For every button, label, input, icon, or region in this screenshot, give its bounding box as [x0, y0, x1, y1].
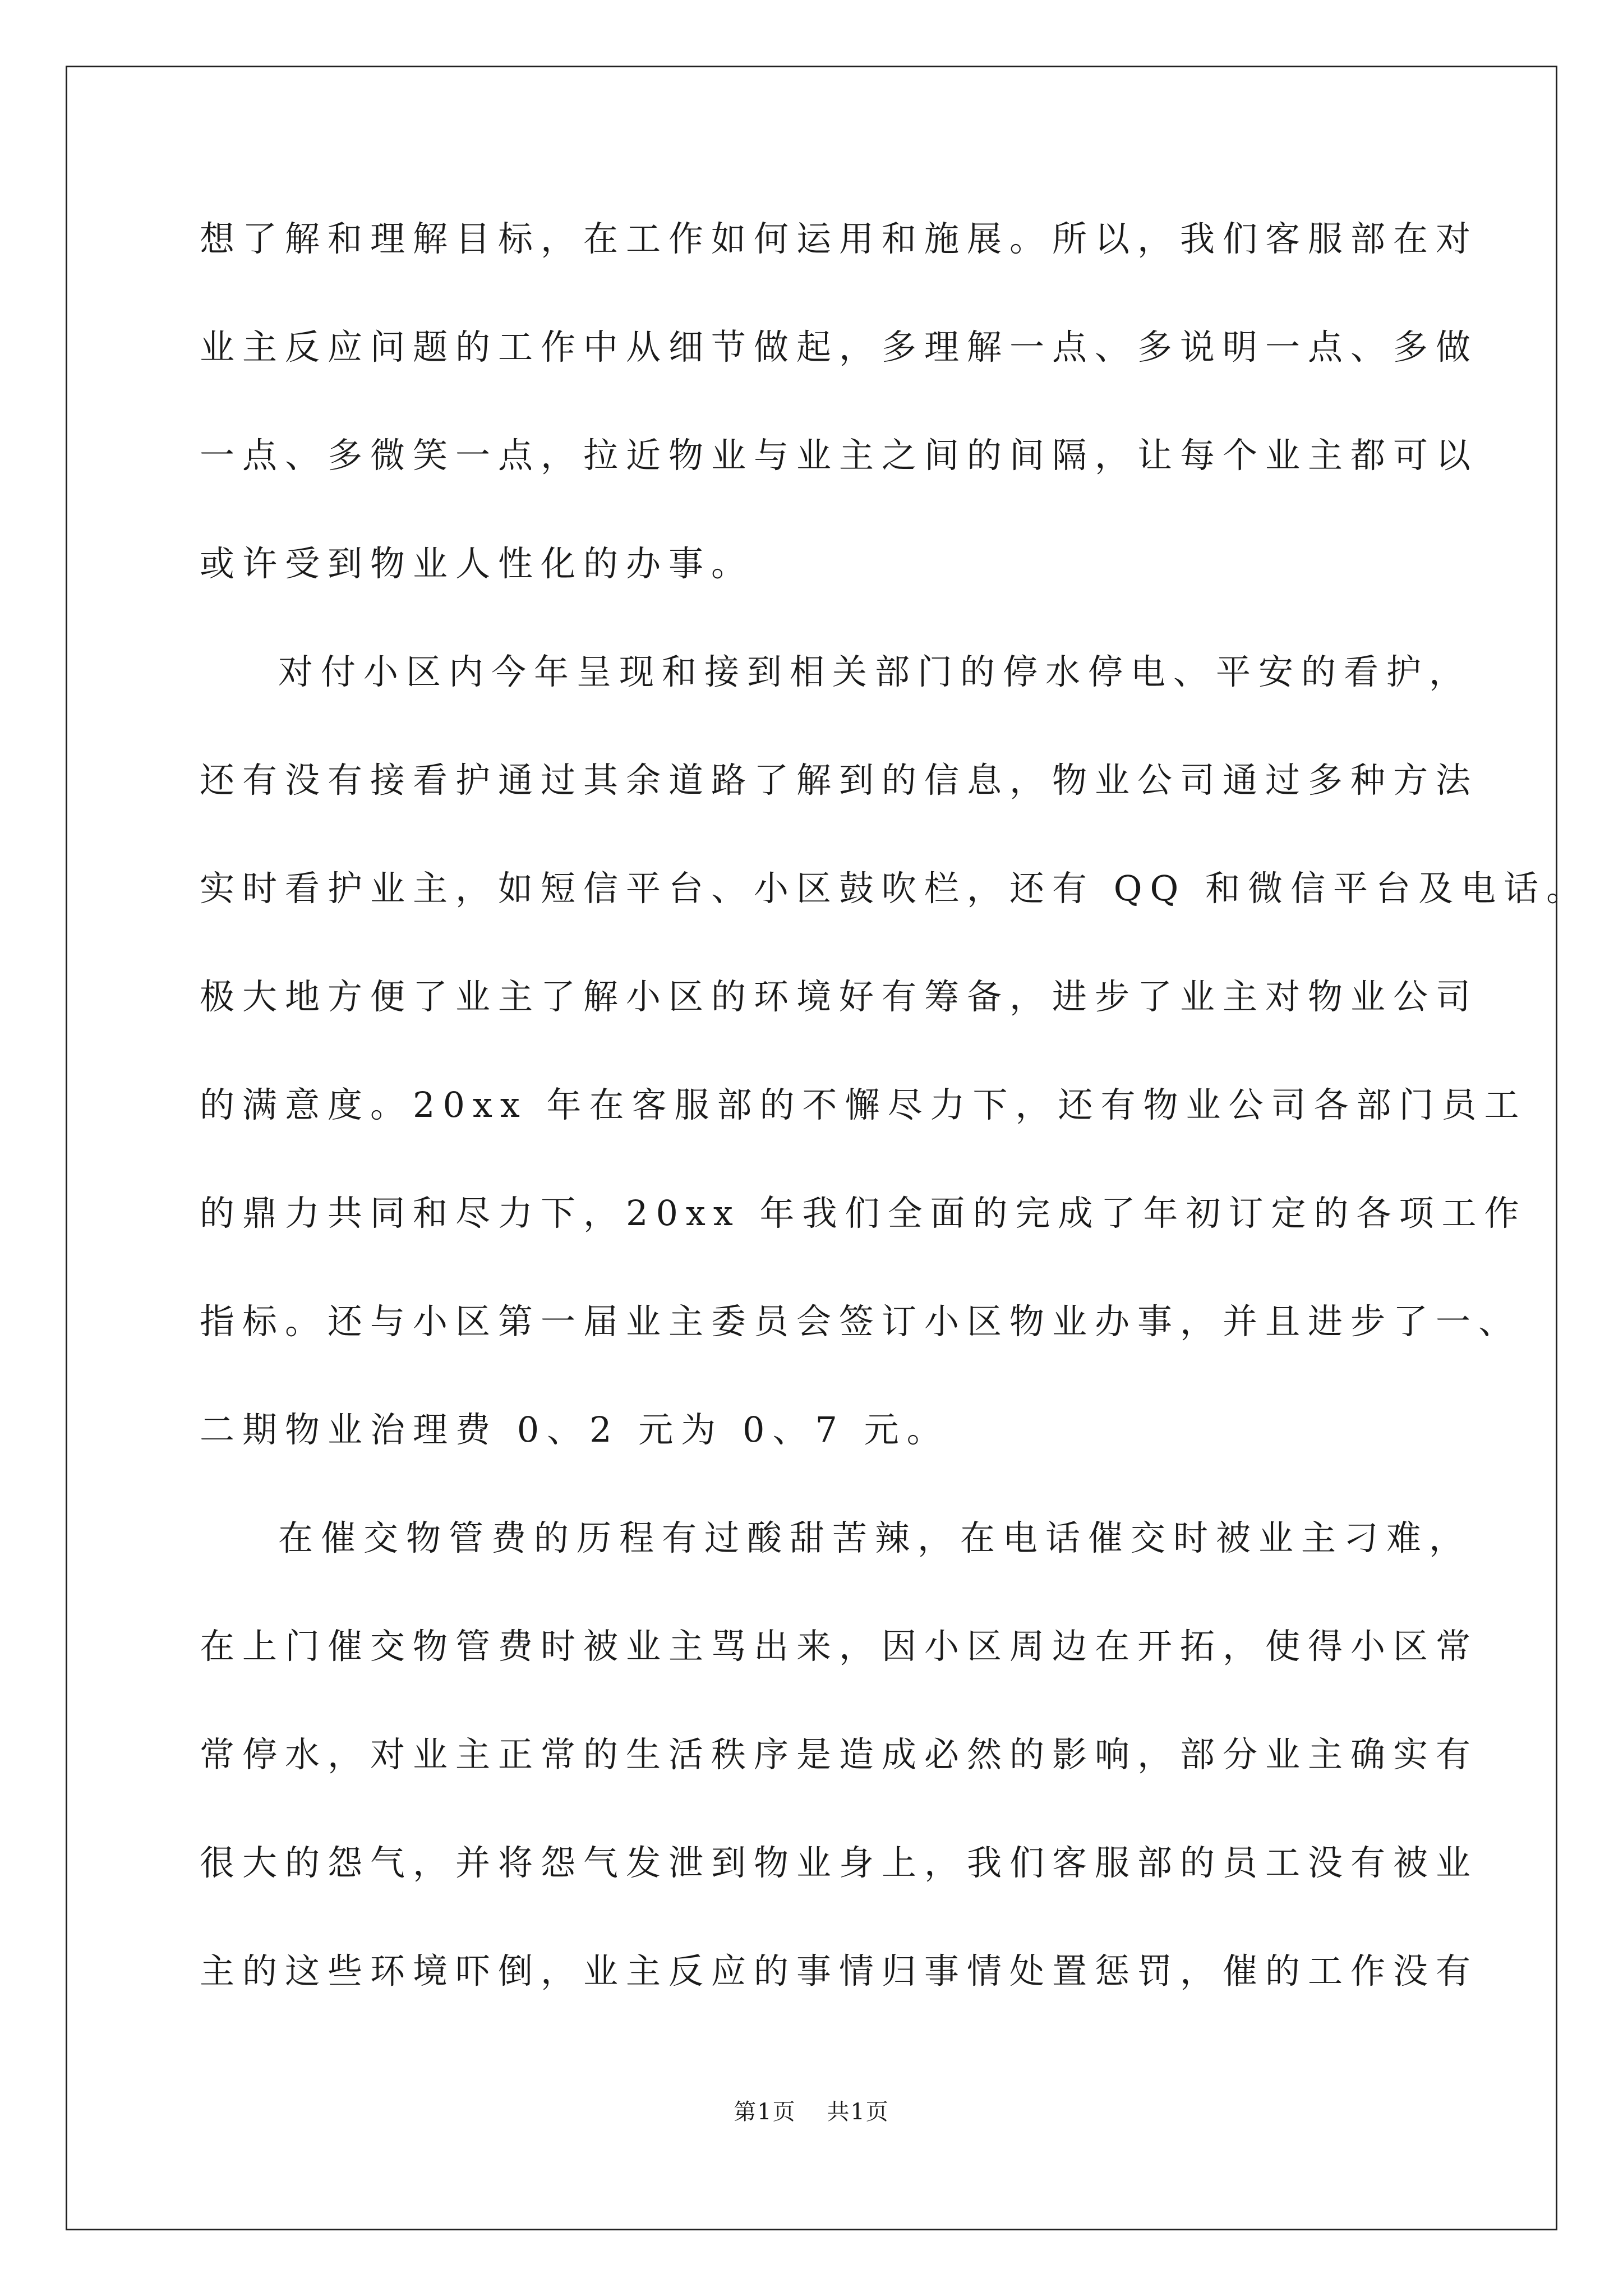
text-line: 极大地方便了业主了解小区的环境好有筹备，进步了业主对物业公司	[200, 976, 1479, 1017]
text-line: 很大的怨气，并将怨气发泄到物业身上，我们客服部的员工没有被业	[200, 1842, 1479, 1883]
document-body	[200, 218, 1589, 2062]
text-line: 在上门催交物管费时被业主骂出来，因小区周边在开拓，使得小区常	[200, 1626, 1479, 1667]
text-line: 或许受到物业人性化的办事。	[200, 543, 754, 584]
text-line: 指标。还与小区第一届业主委员会签订小区物业办事，并且进步了一、	[200, 1301, 1521, 1342]
text-line: 还有没有接看护通过其余道路了解到的信息，物业公司通过多种方法	[200, 760, 1479, 800]
page-number-current: 第1页	[734, 2099, 796, 2125]
paragraph-first-line: 对付小区内今年呈现和接到相关部门的停水停电、平安的看护，	[278, 651, 1472, 692]
page-footer	[0, 2101, 1623, 2123]
paragraph-first-line: 在催交物管费的历程有过酸甜苦辣，在电话催交时被业主刁难，	[278, 1517, 1472, 1558]
text-line: 一点、多微笑一点，拉近物业与业主之间的间隔，让每个业主都可以	[200, 435, 1479, 476]
page-number-total: 共1页	[827, 2099, 889, 2125]
text-line: 主的这些环境吓倒，业主反应的事情归事情处置惩罚，催的工作没有	[200, 1950, 1479, 1991]
text-line: 二期物业治理费 0、2 元为 0、7 元。	[200, 1409, 949, 1450]
text-line: 想了解和理解目标，在工作如何运用和施展。所以，我们客服部在对	[200, 218, 1479, 259]
text-line: 的满意度。20xx 年在客服部的不懈尽力下，还有物业公司各部门员工	[200, 1084, 1527, 1125]
text-line: 实时看护业主，如短信平台、小区鼓吹栏，还有 QQ 和微信平台及电话。	[200, 868, 1589, 909]
text-line: 的鼎力共同和尽力下，20xx 年我们全面的完成了年初订定的各项工作	[200, 1193, 1527, 1234]
text-line: 常停水，对业主正常的生活秩序是造成必然的影响，部分业主确实有	[200, 1734, 1479, 1775]
text-line: 业主反应问题的工作中从细节做起，多理解一点、多说明一点、多做	[200, 326, 1479, 367]
